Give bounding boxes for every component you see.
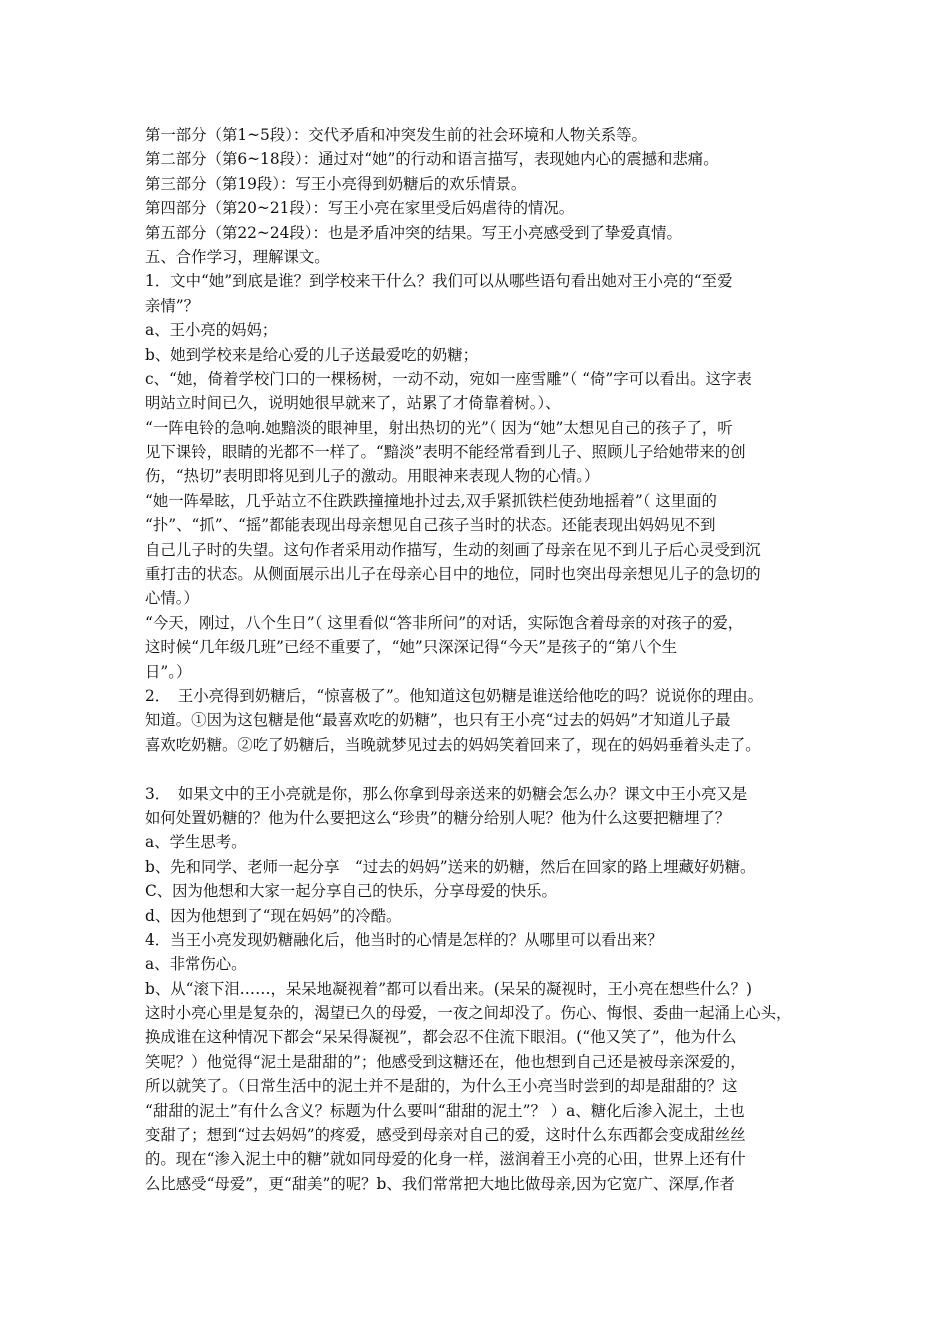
text-line: d、因为他想到了“现在妈妈”的冷酷。 [145, 906, 402, 925]
text-line: b、先和同学、老师一起分享 “过去的妈妈”送来的奶糖，然后在回家的路上埋藏好奶糖。 [145, 857, 756, 876]
text-line: 第五部分（第22~24段）：也是矛盾冲突的结果。写王小亮感受到了挚爱真情。 [145, 223, 682, 242]
text-line: 笑呢？）他觉得“泥土是甜甜的”；他感受到这糖还在，他也想到自己还是被母亲深爱的， [145, 1052, 746, 1071]
text-line: 自己儿子时的失望。这句作者采用动作描写，生动的刻画了母亲在见不到儿子后心灵受到沉 [145, 540, 761, 559]
text-line: 第四部分（第20~21段）：写王小亮在家里受后妈虐待的情况。 [145, 199, 575, 218]
text-line: c、“她，倚着学校门口的一棵杨树，一动不动，宛如一座雪雕”（ “倚”字可以看出。这字表 [145, 369, 752, 388]
text-line: 4．当王小亮发现奶糖融化后，他当时的心情是怎样的？从哪里可以看出来？ [145, 930, 663, 949]
text-line: b、她到学校来是给心爱的儿子送最爱吃的奶糖； [145, 345, 479, 364]
text-line: 如何处置奶糖的？他为什么要把这么“珍贵”的糖分给别人呢？他为什么这要把糖埋了？ [145, 808, 731, 827]
text-line: a、学生思考。 [145, 833, 247, 852]
text-line: 的。现在“渗入泥土中的糖”就如同母爱的化身一样，滋润着王小亮的心田，世界上还有什 [145, 1150, 746, 1169]
text-line: a、非常伤心。 [145, 955, 247, 974]
text-line: b、从“滚下泪……，呆呆地凝视着”都可以看出来。(呆呆的凝视时，王小亮在想些什么？) [145, 979, 753, 998]
text-line: 3． 如果文中的王小亮就是你，那么你拿到母亲送来的奶糖会怎么办？课文中王小亮又是 [145, 784, 748, 803]
text-line: 2． 王小亮得到奶糖后，“惊喜极了”。他知道这包奶糖是谁送给他吃的吗？说说你的理由。 [145, 686, 764, 705]
text-line: C、因为他想和大家一起分享自己的快乐，分享母爱的快乐。 [145, 882, 557, 901]
text-line: 亲情”？ [145, 296, 200, 315]
text-line: “甜甜的泥土”有什么含义？标题为什么要叫“甜甜的泥土”？ ）a、糖化后渗入泥土，土也 [145, 1101, 745, 1120]
text-line: 知道。①因为这包糖是他“最喜欢吃的奶糖”，也只有王小亮“过去的妈妈”才知道儿子最 [145, 711, 731, 730]
text-line: 所以就笑了。（日常生活中的泥土并不是甜的，为什么王小亮当时尝到的却是甜甜的？这 [145, 1077, 738, 1096]
text-line: “今天，刚过，八个生日”（ 这里看似“答非所问”的对话，实际饱含着母亲的对孩子的爱， [145, 613, 744, 632]
text-line: 五、合作学习，理解课文。 [145, 247, 330, 266]
blank-line [145, 757, 810, 781]
text-line: 这时小亮心里是复杂的，渴望已久的母爱，一夜之间却没了。伤心、悔恨、委曲一起涌上心头， [145, 1004, 792, 1023]
text-line: 第三部分（第19段）：写王小亮得到奶糖后的欢乐情景。 [145, 174, 527, 193]
text-line: 伤，“热切”表明即将见到儿子的激动。用眼神来表现人物的心情。） [145, 467, 600, 486]
text-line: 这时候“几年级几班”已经不重要了，“她”只深深记得“今天”是孩子的“第八个生 [145, 638, 678, 657]
text-line: 见下课铃，眼睛的光都不一样了。“黯淡”表明不能经常看到儿子、照顾儿子给她带来的创 [145, 443, 746, 462]
text-line: 重打击的状态。从侧面展示出儿子在母亲心目中的地位，同时也突出母亲想见儿子的急切的 [145, 565, 761, 584]
text-line: 日”。） [145, 662, 192, 681]
text-line: a、王小亮的妈妈； [145, 321, 278, 340]
text-line: 换成谁在这种情况下都会“呆呆得凝视”，都会忍不住流下眼泪。(“他又笑了”，他为什么 [145, 1028, 737, 1047]
text-line: 喜欢吃奶糖。②吃了奶糖后，当晚就梦见过去的妈妈笑着回来了，现在的妈妈垂着头走了。 [145, 735, 761, 754]
text-line: “她一阵晕眩，几乎站立不住跌跌撞撞地扑过去,双手紧抓铁栏使劲地摇着”（ 这里面的 [145, 491, 717, 510]
document-body [145, 123, 810, 1196]
text-line: 明站立时间已久，说明她很早就来了，站累了才倚靠着树。）、 [145, 394, 561, 413]
text-line: 么比感受“母爱”，更“甜美”的呢？b、我们常常把大地比做母亲,因为它宽广、深厚,作者 [145, 1174, 735, 1193]
text-line: 变甜了；想到“过去妈妈”的疼爱，感受到母亲对自己的爱，这时什么东西都会变成甜丝丝 [145, 1126, 746, 1145]
text-line: “扑”、“抓”、“摇”都能表现出母亲想见自己孩子当时的状态。还能表现出妈妈见不到 [145, 516, 716, 535]
text-line: 心情。） [145, 589, 199, 608]
text-line: 1．文中“她”到底是谁？到学校来干什么？我们可以从哪些语句看出她对王小亮的“至爱 [145, 272, 733, 291]
text-line: “一阵电铃的急响.她黯淡的眼神里，射出热切的光”（ 因为“她”太想见自己的孩子了，听 [145, 418, 733, 437]
text-line: 第一部分（第1~5段）：交代矛盾和冲突发生前的社会环境和人物关系等。 [145, 126, 647, 144]
text-line: 第二部分（第6~18段）：通过对“她”的行动和语言描写，表现她内心的震撼和悲痛。 [145, 150, 719, 169]
